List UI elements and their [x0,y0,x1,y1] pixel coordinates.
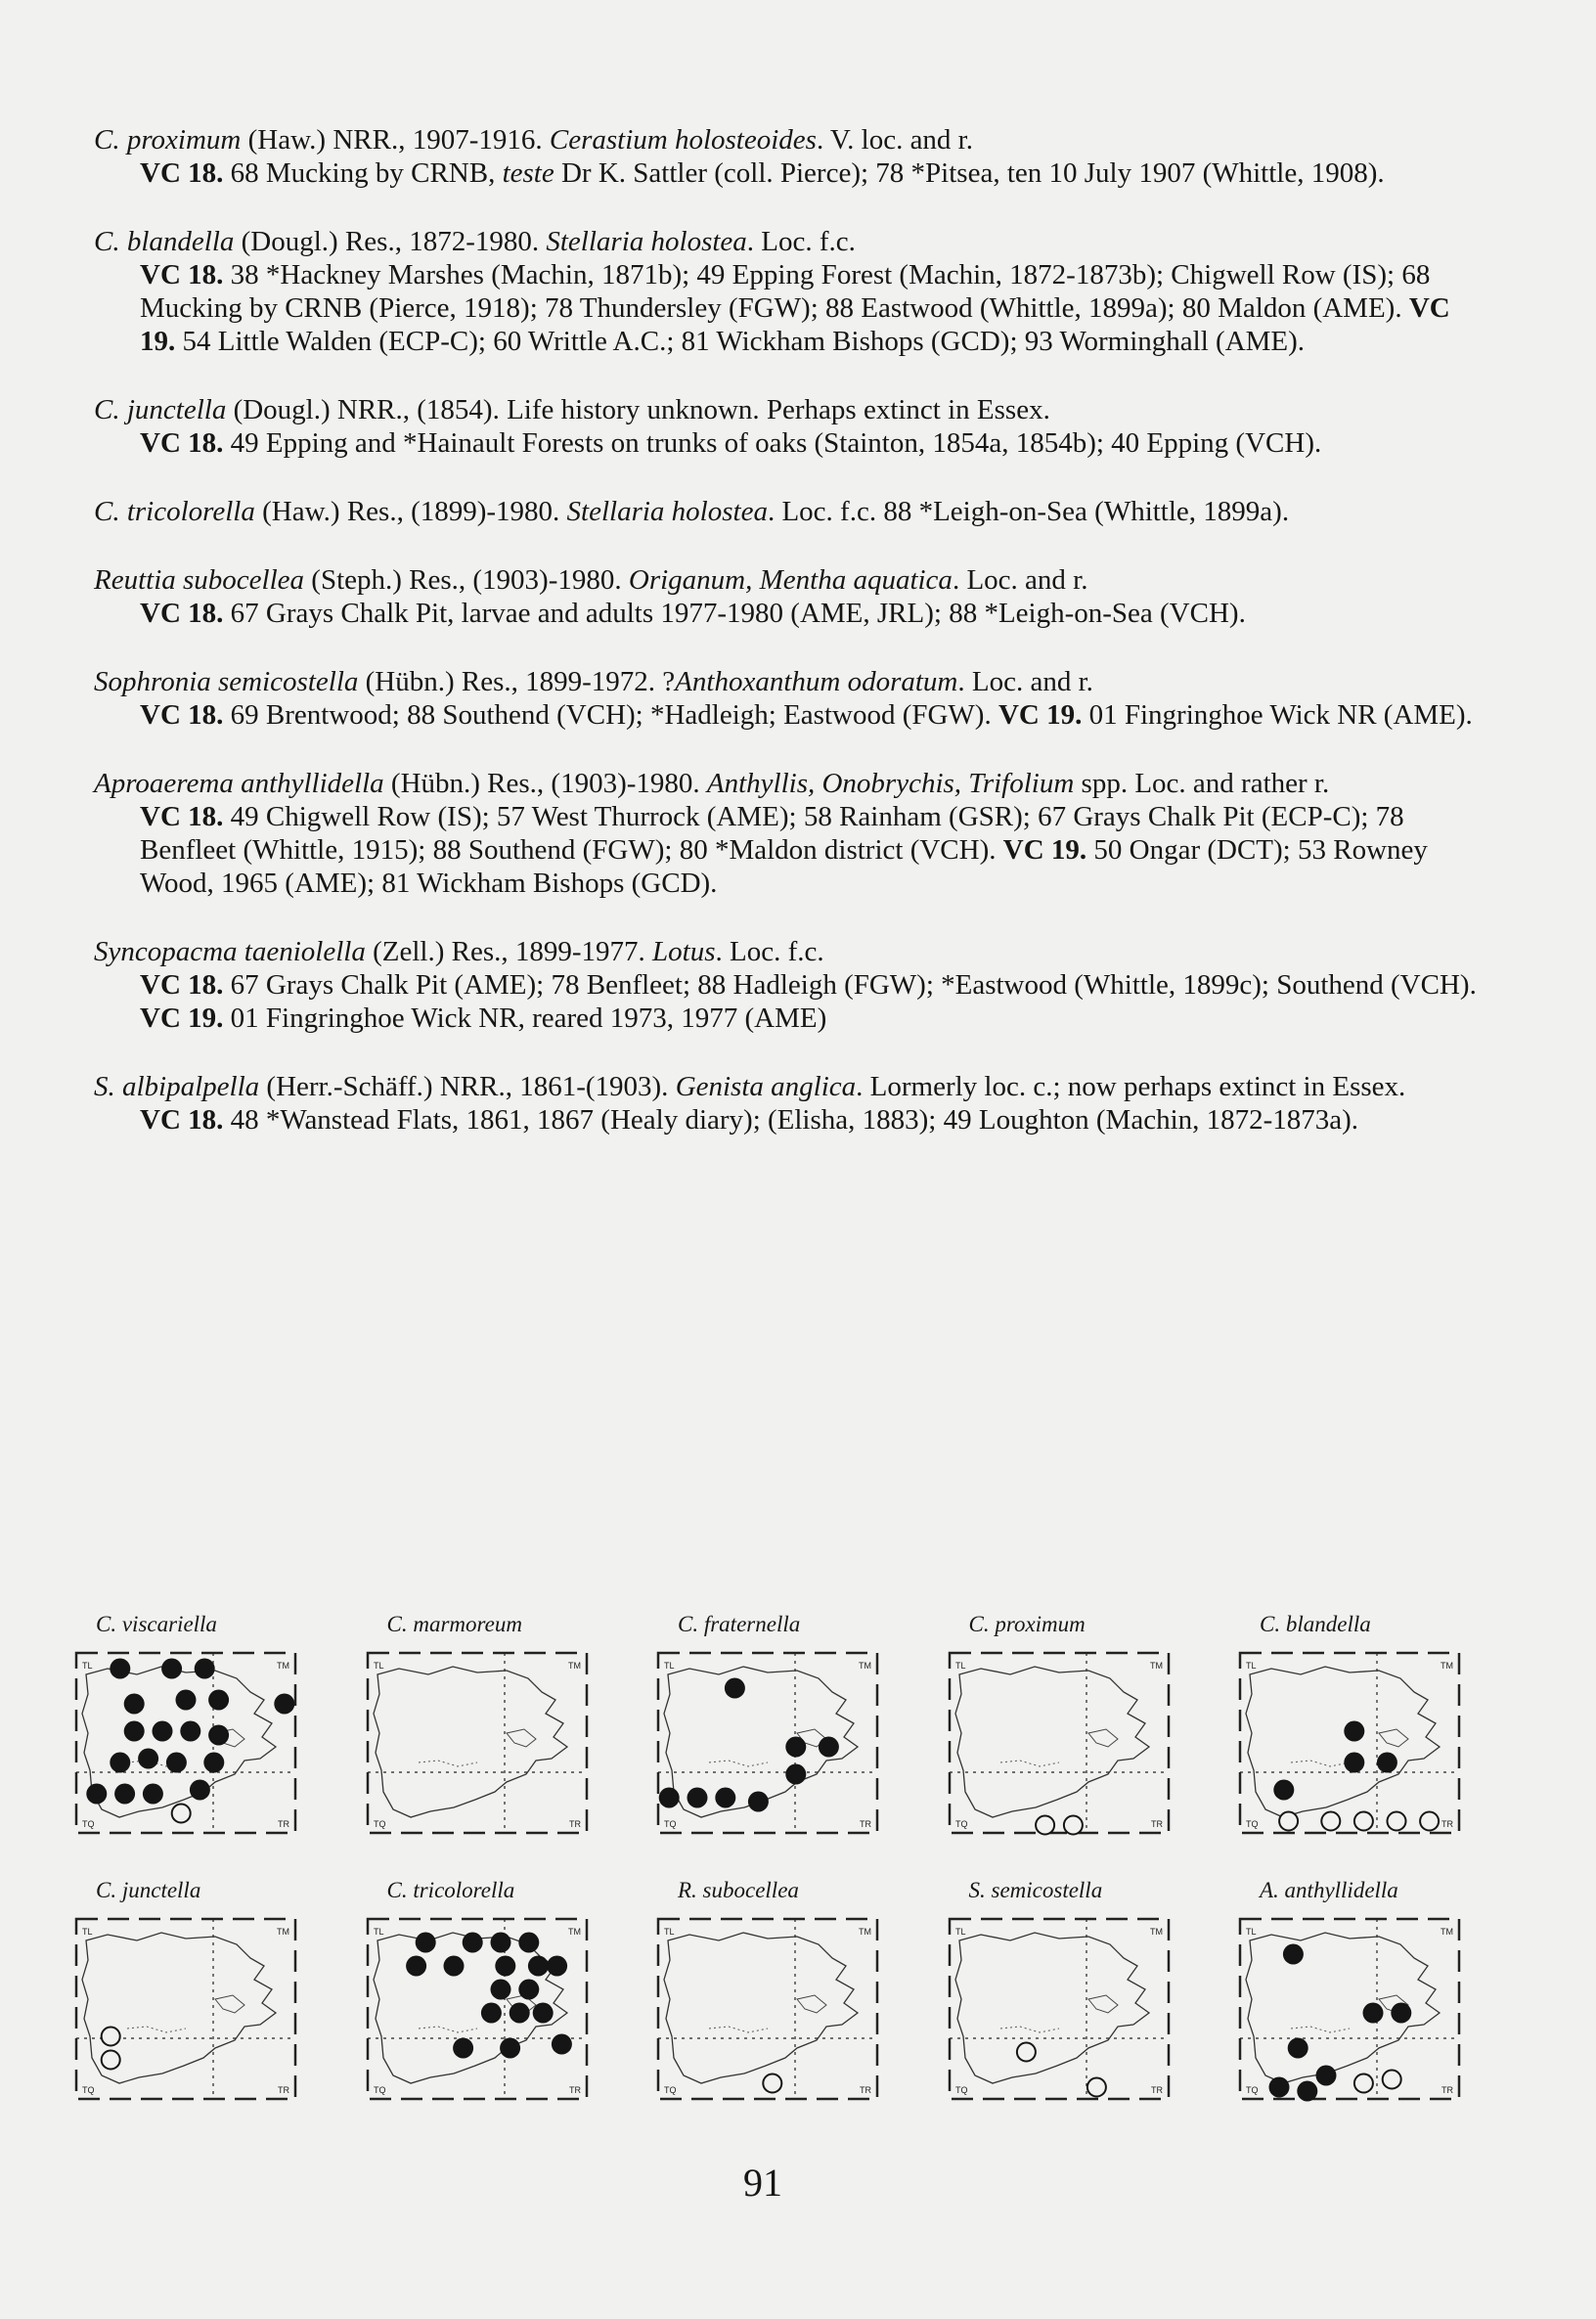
italic-text: Lotus [652,936,716,967]
distribution-map [68,1870,303,2107]
species-entry [94,935,1478,1035]
grid-square-label: TL [664,1661,675,1671]
estuary-outline [1088,1729,1118,1747]
record-dot-filled [725,1678,745,1699]
species-entry [94,665,1478,732]
grid-square-label: TL [664,1927,675,1937]
text-run: 67 Grays Chalk Pit (AME); 78 Benfleet; 88 Hadleigh (FGW); *Eastwood (Whittle, 1899c); Southend (VCH). [223,969,1477,1001]
record-dot-open [1036,1816,1054,1835]
grid-square-label: TM [277,1661,289,1671]
italic-text: S. albipalpella [94,1071,260,1102]
species-heading [94,393,1478,426]
italic-text: Sophronia semicostella [94,666,359,697]
grid-square-label: TR [278,1819,289,1829]
boundary-line [1291,1761,1350,1766]
grid-frame [950,1653,1169,1833]
essex-map [1232,1645,1467,1841]
grid-frame [950,1919,1169,2099]
vice-county-label: VC 18. [140,801,224,832]
record-dot-filled [1283,1944,1304,1965]
grid-square-label: TQ [954,1819,967,1829]
grid-frame [1240,1653,1459,1833]
vice-county-label: VC 18. [140,259,224,290]
boundary-line [419,2027,477,2032]
species-entry [94,563,1478,630]
boundary-line [709,1761,768,1766]
distribution-map [942,1870,1176,2107]
vice-county-label: VC 18. [140,427,224,459]
record-dot-filled [785,1764,806,1785]
map-species-label: C. proximum [968,1612,1086,1636]
record-dot-filled [176,1690,197,1711]
species-heading [94,665,1478,698]
record-dot-filled [443,1956,464,1977]
map-species-label: C. marmoreum [386,1612,522,1636]
record-dot-open [1063,1816,1082,1835]
species-entry [94,225,1478,358]
record-dot-open [1388,1812,1406,1831]
grid-square-label: TM [1149,1927,1163,1937]
record-dot-filled [1344,1753,1364,1773]
record-dot-filled [532,2003,553,2024]
species-heading [94,1070,1478,1103]
italic-text: Reuttia subocellea [94,564,305,596]
text-run: 54 Little Walden (ECP-C); 60 Writtle A.C.; 81 Wickham Bishops (GCD); 93 Worminghall (AME). [175,326,1306,357]
italic-text: Genista anglica [675,1071,857,1102]
record-dot-filled [124,1721,145,1742]
distribution-map [68,1604,303,1841]
text-run: (Haw.) NRR., 1907-1916. [241,124,550,156]
record-dot-filled [208,1725,229,1746]
species-heading [94,123,1478,156]
grid-square-label: TR [1441,2085,1453,2095]
record-dot-filled [500,2038,520,2059]
record-dot-filled [110,1753,130,1773]
record-dot-filled [190,1780,210,1801]
record-dot-filled [180,1721,200,1742]
grid-square-label: TR [860,1819,871,1829]
italic-text: C. proximum [94,124,242,156]
record-dot-filled [110,1659,130,1679]
map-species-label: C. viscariella [96,1612,217,1636]
record-dot-filled [203,1753,224,1773]
italic-text: Aproaerema anthyllidella [94,768,384,799]
record-dot-filled [518,1980,539,2000]
text-run: 69 Brentwood; 88 Southend (VCH); *Hadleigh; Eastwood (FGW). [223,699,998,731]
grid-square-label: TL [1246,1661,1257,1671]
distribution-map [1232,1870,1467,2107]
grid-square-label: TL [82,1661,93,1671]
italic-text: C. tricolorella [94,496,255,527]
page-number: 91 [743,2161,782,2205]
grid-square-label: TQ [954,2085,967,2095]
record-dot-filled [1344,1721,1364,1742]
record-dot-filled [1377,1753,1397,1773]
record-dot-open [1016,2043,1035,2062]
distribution-map [1232,1604,1467,1841]
text-run: (Dougl.) NRR., (1854). Life history unknown. Perhaps extinct in Essex. [226,394,1050,425]
italic-text: Cerastium holosteoides [549,124,817,156]
vice-county-records [94,156,1478,190]
grid-frame [658,1919,877,2099]
record-dot-filled [166,1753,187,1773]
distribution-map [360,1604,595,1841]
grid-square-label: TM [1441,1927,1453,1937]
text-run: 38 *Hackney Marshes (Machin, 1871b); 49 Epping Forest (Machin, 1872-1873b); Chigwell Row (IS); 68 Mucking by CRNB (Pierce, 1918); 78 Thundersley (FGW); 88 Eastwood (Whittle, 1899a); 80 Maldon (AME). [140,259,1431,324]
text-run: (Zell.) Res., 1899-1977. [365,936,653,967]
distribution-map [650,1604,885,1841]
record-dot-filled [415,1933,435,1953]
boundary-line [1000,1761,1059,1766]
grid-frame [76,1919,295,2099]
grid-square-label: TR [568,1819,581,1829]
text-run: . Lormerly loc. c.; now perhaps extinct in Essex. [856,1071,1406,1102]
italic-text: teste [502,157,554,189]
record-dot-filled [274,1694,294,1715]
species-heading [94,935,1478,968]
text-run: 01 Fingringhoe Wick NR (AME). [1082,699,1473,731]
italic-text: Anthoxanthum odoratum [675,666,958,697]
text-run: . Loc. f.c. [715,936,824,967]
record-dot-filled [208,1690,229,1711]
boundary-line [1291,2027,1350,2032]
vice-county-label: VC 18. [140,1104,224,1136]
text-run: (Hübn.) Res., (1903)-1980. [383,768,707,799]
record-dot-filled [687,1788,708,1808]
vice-county-records [94,800,1478,900]
boundary-line [1000,2027,1059,2032]
record-dot-filled [748,1792,769,1812]
boundary-line [127,2027,186,2032]
grid-square-label: TR [860,2085,871,2095]
vice-county-label: VC 19. [1002,834,1087,866]
essex-map [360,1911,595,2107]
italic-text: Syncopacma taeniolella [94,936,366,967]
italic-text: Stellaria holostea [546,226,747,257]
grid-square-label: TR [278,2085,289,2095]
grid-square-label: TQ [664,2085,677,2095]
record-dot-filled [138,1749,158,1769]
record-dot-filled [1316,2066,1337,2086]
record-dot-open [1086,2078,1105,2097]
record-dot-filled [518,1933,539,1953]
distribution-map [942,1604,1176,1841]
county-outline [955,1667,1149,1817]
species-accounts [94,123,1478,1172]
grid-square-label: TL [82,1927,93,1937]
species-heading [94,495,1478,528]
vice-county-label: VC 19. [140,1003,224,1034]
record-dot-filled [124,1694,145,1715]
county-outline [664,1933,858,2083]
record-dot-filled [659,1788,680,1808]
essex-map [68,1911,303,2107]
map-species-label: A. anthyllidella [1260,1878,1398,1902]
text-run: (Steph.) Res., (1903)-1980. [304,564,629,596]
grid-square-label: TQ [664,1819,677,1829]
map-species-label: R. subocellea [678,1878,799,1902]
italic-text: C. blandella [94,226,235,257]
text-run: 48 *Wanstead Flats, 1861, 1867 (Healy diary); (Elisha, 1883); 49 Loughton (Machin, 1872-1873a). [223,1104,1359,1136]
species-entry [94,1070,1478,1137]
estuary-outline [1379,1729,1408,1747]
record-dot-filled [1273,1780,1294,1801]
distribution-map [360,1870,595,2107]
record-dot-open [1279,1812,1298,1831]
grid-square-label: TL [954,1927,966,1937]
map-species-label: S. semicostella [968,1878,1103,1902]
distribution-maps [68,1604,1467,2136]
estuary-outline [797,1995,826,2013]
essex-map [650,1645,885,1841]
map-row [68,1604,1467,1841]
record-dot-filled [1269,2077,1290,2098]
county-outline [374,1667,567,1817]
record-dot-filled [495,1956,515,1977]
vice-county-records [94,968,1478,1035]
grid-square-label: TR [1150,2085,1163,2095]
map-species-label: C. tricolorella [386,1878,515,1902]
record-dot-filled [509,2003,529,2024]
record-dot-filled [143,1784,163,1805]
grid-square-label: TL [954,1661,966,1671]
record-dot-open [172,1805,191,1823]
map-species-label: C. blandella [1260,1612,1371,1636]
grid-square-label: TM [859,1661,871,1671]
text-run: 50 Ongar (DCT); 53 Rowney Wood, 1965 (AME); 81 Wickham Bishops (GCD). [140,834,1428,899]
county-outline [1246,1933,1440,2083]
estuary-outline [215,1995,244,2013]
essex-map [68,1645,303,1841]
text-run: . Loc. and r. [957,666,1093,697]
vice-county-label: VC 18. [140,699,224,731]
record-dot-filled [195,1659,215,1679]
grid-square-label: TQ [373,1819,385,1829]
map-species-label: C. junctella [96,1878,201,1902]
record-dot-filled [462,1933,482,1953]
species-entry [94,767,1478,900]
text-run: 68 Mucking by CRNB, [223,157,503,189]
map-species-label: C. fraternella [678,1612,801,1636]
essex-map [1232,1911,1467,2107]
text-run: (Dougl.) Res., 1872-1980. [234,226,547,257]
text-run: . Loc. and r. [952,564,1088,596]
species-entry [94,393,1478,460]
grid-square-label: TL [1246,1927,1257,1937]
species-heading [94,225,1478,258]
text-run: (Haw.) Res., (1899)-1980. [254,496,567,527]
grid-square-label: TM [859,1927,871,1937]
text-run: 67 Grays Chalk Pit, larvae and adults 1977-1980 (AME, JRL); 88 *Leigh-on-Sea (VCH). [223,598,1246,629]
record-dot-filled [1391,2003,1411,2024]
text-run: Dr K. Sattler (coll. Pierce); 78 *Pitsea, ten 10 July 1907 (Whittle, 1908). [554,157,1385,189]
county-outline [955,1933,1149,2083]
grid-square-label: TR [1150,1819,1163,1829]
record-dot-open [763,2074,781,2093]
grid-square-label: TM [1441,1661,1453,1671]
record-dot-filled [453,2038,473,2059]
grid-square-label: TQ [82,2085,95,2095]
grid-square-label: TM [277,1927,289,1937]
record-dot-filled [114,1784,135,1805]
vice-county-label: VC 18. [140,969,224,1001]
record-dot-filled [1288,2038,1308,2059]
vice-county-records [94,698,1478,732]
text-run: 49 Epping and *Hainault Forests on trunks of oaks (Stainton, 1854a, 1854b); 40 Epping (VCH). [223,427,1322,459]
text-run: (Herr.-Schäff.) NRR., 1861-(1903). [259,1071,676,1102]
record-dot-open [1354,1812,1373,1831]
essex-map [942,1911,1176,2107]
record-dot-filled [480,2003,501,2024]
grid-square-label: TM [567,1661,581,1671]
essex-map [360,1645,595,1841]
vice-county-label: VC 18. [140,598,224,629]
vice-county-label: VC 18. [140,157,224,189]
record-dot-filled [1297,2081,1317,2102]
record-dot-filled [1363,2003,1384,2024]
estuary-outline [1088,1995,1118,2013]
grid-frame [658,1653,877,1833]
vice-county-records [94,1103,1478,1137]
italic-text: C. junctella [94,394,227,425]
distribution-map [650,1870,885,2107]
italic-text: Origanum, Mentha aquatica [628,564,953,596]
record-dot-open [1383,2071,1401,2089]
record-dot-filled [715,1788,735,1808]
grid-square-label: TQ [1246,1819,1259,1829]
boundary-line [419,1761,477,1766]
record-dot-open [1321,1812,1340,1831]
record-dot-filled [86,1784,107,1805]
text-run: . V. loc. and r. [816,124,973,156]
record-dot-filled [547,1956,567,1977]
species-heading [94,767,1478,800]
text-run: . Loc. f.c. 88 *Leigh-on-Sea (Whittle, 1899a). [767,496,1290,527]
record-dot-filled [785,1737,806,1758]
grid-square-label: TR [568,2085,581,2095]
record-dot-filled [161,1659,182,1679]
text-run: (Hübn.) Res., 1899-1972. ? [358,666,676,697]
vice-county-records [94,426,1478,460]
county-outline [82,1667,276,1817]
grid-frame [368,1653,587,1833]
boundary-line [709,2027,768,2032]
record-dot-filled [406,1956,426,1977]
grid-square-label: TL [373,1661,384,1671]
record-dot-filled [527,1956,548,1977]
italic-text: Anthyllis, Onobrychis, Trifolium [706,768,1075,799]
essex-map [942,1645,1176,1841]
species-entry [94,123,1478,190]
species-heading [94,563,1478,597]
text-run: . Loc. f.c. [746,226,856,257]
map-row [68,1870,1467,2107]
record-dot-open [1354,2074,1373,2093]
italic-text: Stellaria holostea [566,496,768,527]
essex-map [650,1911,885,2107]
text-run: 49 Chigwell Row (IS); 57 West Thurrock (AME); 58 Rainham (GSR); 67 Grays Chalk Pit (ECP-C); 78 Benfleet (Whittle, 1915); 88 Southend (FGW); 80 *Maldon district (VCH). [140,801,1404,866]
grid-square-label: TM [567,1927,581,1937]
vice-county-records [94,258,1478,358]
grid-square-label: TR [1441,1819,1453,1829]
record-dot-filled [551,2034,571,2055]
grid-frame [1240,1919,1459,2099]
grid-square-label: TQ [373,2085,385,2095]
record-dot-filled [819,1737,839,1758]
record-dot-open [102,2051,120,2070]
estuary-outline [507,1729,536,1747]
record-dot-filled [490,1980,510,2000]
grid-square-label: TL [373,1927,384,1937]
text-run: 01 Fingringhoe Wick NR, reared 1973, 1977 (AME) [223,1003,827,1034]
text-run: spp. Loc. and rather r. [1074,768,1330,799]
grid-square-label: TQ [1246,2085,1259,2095]
record-dot-filled [490,1933,510,1953]
record-dot-open [1420,1812,1439,1831]
vice-county-label: VC 19. [140,292,1450,357]
record-dot-filled [153,1721,173,1742]
species-entry [94,495,1478,528]
vice-county-label: VC 19. [998,699,1083,731]
vice-county-records [94,597,1478,630]
record-dot-open [102,2028,120,2046]
grid-square-label: TM [1149,1661,1163,1671]
grid-square-label: TQ [82,1819,95,1829]
